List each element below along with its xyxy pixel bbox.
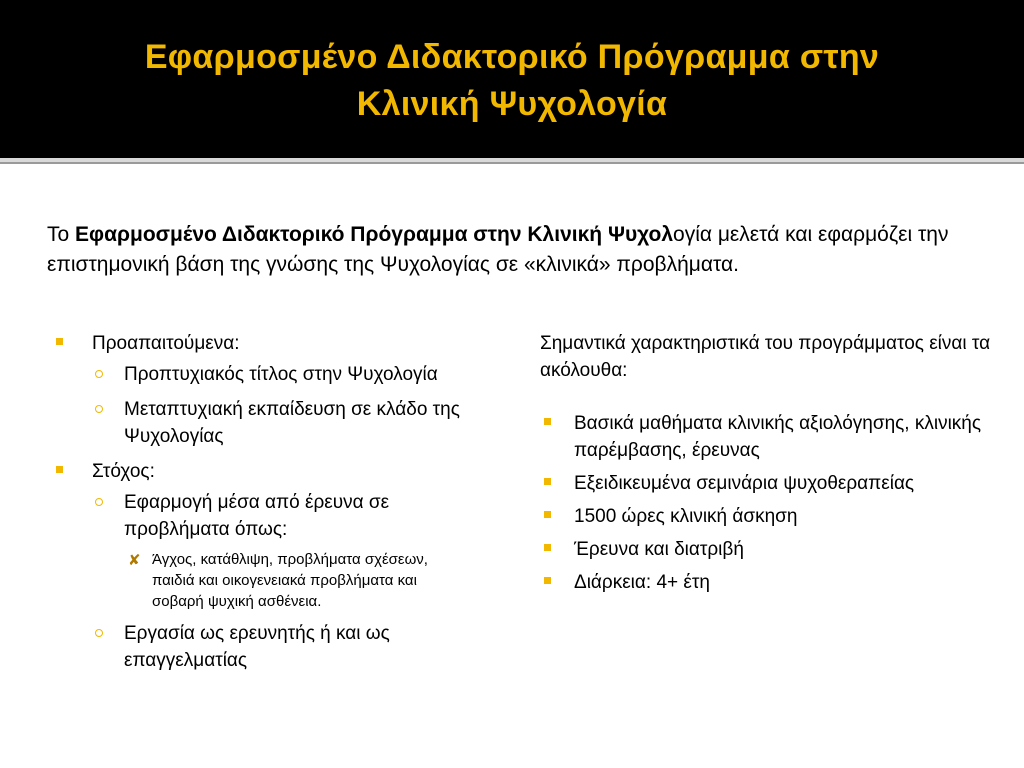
intro-paragraph <box>47 220 957 280</box>
feature-item <box>540 536 1000 563</box>
slide-title-line-1: Εφαρμοσμένο Διδακτορικό Πρόγραμμα στην <box>144 38 880 76</box>
feature-item <box>540 503 1000 530</box>
goal-subitem-text: Εφαρμογή μέσα από έρευνα σε προβλήματα όπως: <box>124 492 390 540</box>
goal-subitem <box>92 620 472 674</box>
features-heading: Σημαντικά χαρακτηριστικά του προγράμματος είναι τα ακόλουθα: <box>540 333 991 381</box>
feature-text: Έρευνα και διατριβή <box>574 539 744 560</box>
feature-text: Εξειδικευμένα σεμινάρια ψυχοθεραπείας <box>574 473 915 494</box>
goal-label: Στόχος: <box>92 461 155 482</box>
square-bullet-icon <box>544 577 551 584</box>
title-band <box>0 0 1024 158</box>
intro-rest: ογία μελετά και εφαρμόζει την επιστημονική βάση της γνώσης της Ψυχολογίας σε «κλινικά» προβλήματα. <box>47 223 949 276</box>
cross-bullet-icon: ✘ <box>128 552 141 569</box>
left-column <box>52 330 472 682</box>
title-divider-dark <box>0 162 1024 164</box>
prereq-subitem <box>92 396 472 450</box>
feature-text: Διάρκεια: 4+ έτη <box>574 572 710 593</box>
goal-sublist <box>92 489 472 674</box>
prereq-sublist <box>92 361 472 450</box>
intro-bold-program-name: Εφαρμοσμένο Διδακτορικό Πρόγραμμα στην Κλινική Ψυχολ <box>75 223 674 246</box>
circle-bullet-icon <box>95 629 103 637</box>
right-column <box>540 330 1000 602</box>
feature-item <box>540 569 1000 596</box>
square-bullet-icon <box>544 544 551 551</box>
prereq-subitem <box>92 361 472 388</box>
goal-third-level-item <box>124 549 472 612</box>
goal-subitem-text: Εργασία ως ερευνητής ή και ως επαγγελματίας <box>124 623 390 671</box>
left-bullet-list <box>52 330 472 674</box>
intro-prefix: Το <box>47 223 76 246</box>
feature-text: 1500 ώρες κλινική άσκηση <box>574 506 798 527</box>
circle-bullet-icon <box>95 405 103 413</box>
goal-subitem <box>92 489 472 612</box>
goal-third-level-text: Άγχος, κατάθλιψη, προβλήματα σχέσεων, παιδιά και οικογενειακά προβλήματα και σοβαρή ψυχική ασθένεια. <box>152 551 428 610</box>
feature-item <box>540 470 1000 497</box>
square-bullet-icon <box>544 511 551 518</box>
prereq-item <box>52 330 472 450</box>
features-list <box>540 410 1000 596</box>
slide-title-line-2: Κλινική Ψυχολογία <box>356 85 668 123</box>
square-bullet-icon <box>56 338 63 345</box>
prereq-subitem-text: Μεταπτυχιακή εκπαίδευση σε κλάδο της Ψυχολογίας <box>124 399 460 447</box>
feature-item <box>540 410 1000 464</box>
feature-text: Βασικά μαθήματα κλινικής αξιολόγησης, κλινικής παρέμβασης, έρευνας <box>574 413 982 461</box>
circle-bullet-icon <box>95 370 103 378</box>
square-bullet-icon <box>56 466 63 473</box>
square-bullet-icon <box>544 478 551 485</box>
square-bullet-icon <box>544 418 551 425</box>
goal-third-level-list <box>124 549 472 612</box>
prereq-label: Προαπαιτούμενα: <box>92 333 240 354</box>
prereq-subitem-text: Προπτυχιακός τίτλος στην Ψυχολογία <box>124 364 438 385</box>
goal-item <box>52 458 472 674</box>
slide-title <box>0 34 1024 128</box>
circle-bullet-icon <box>95 498 103 506</box>
